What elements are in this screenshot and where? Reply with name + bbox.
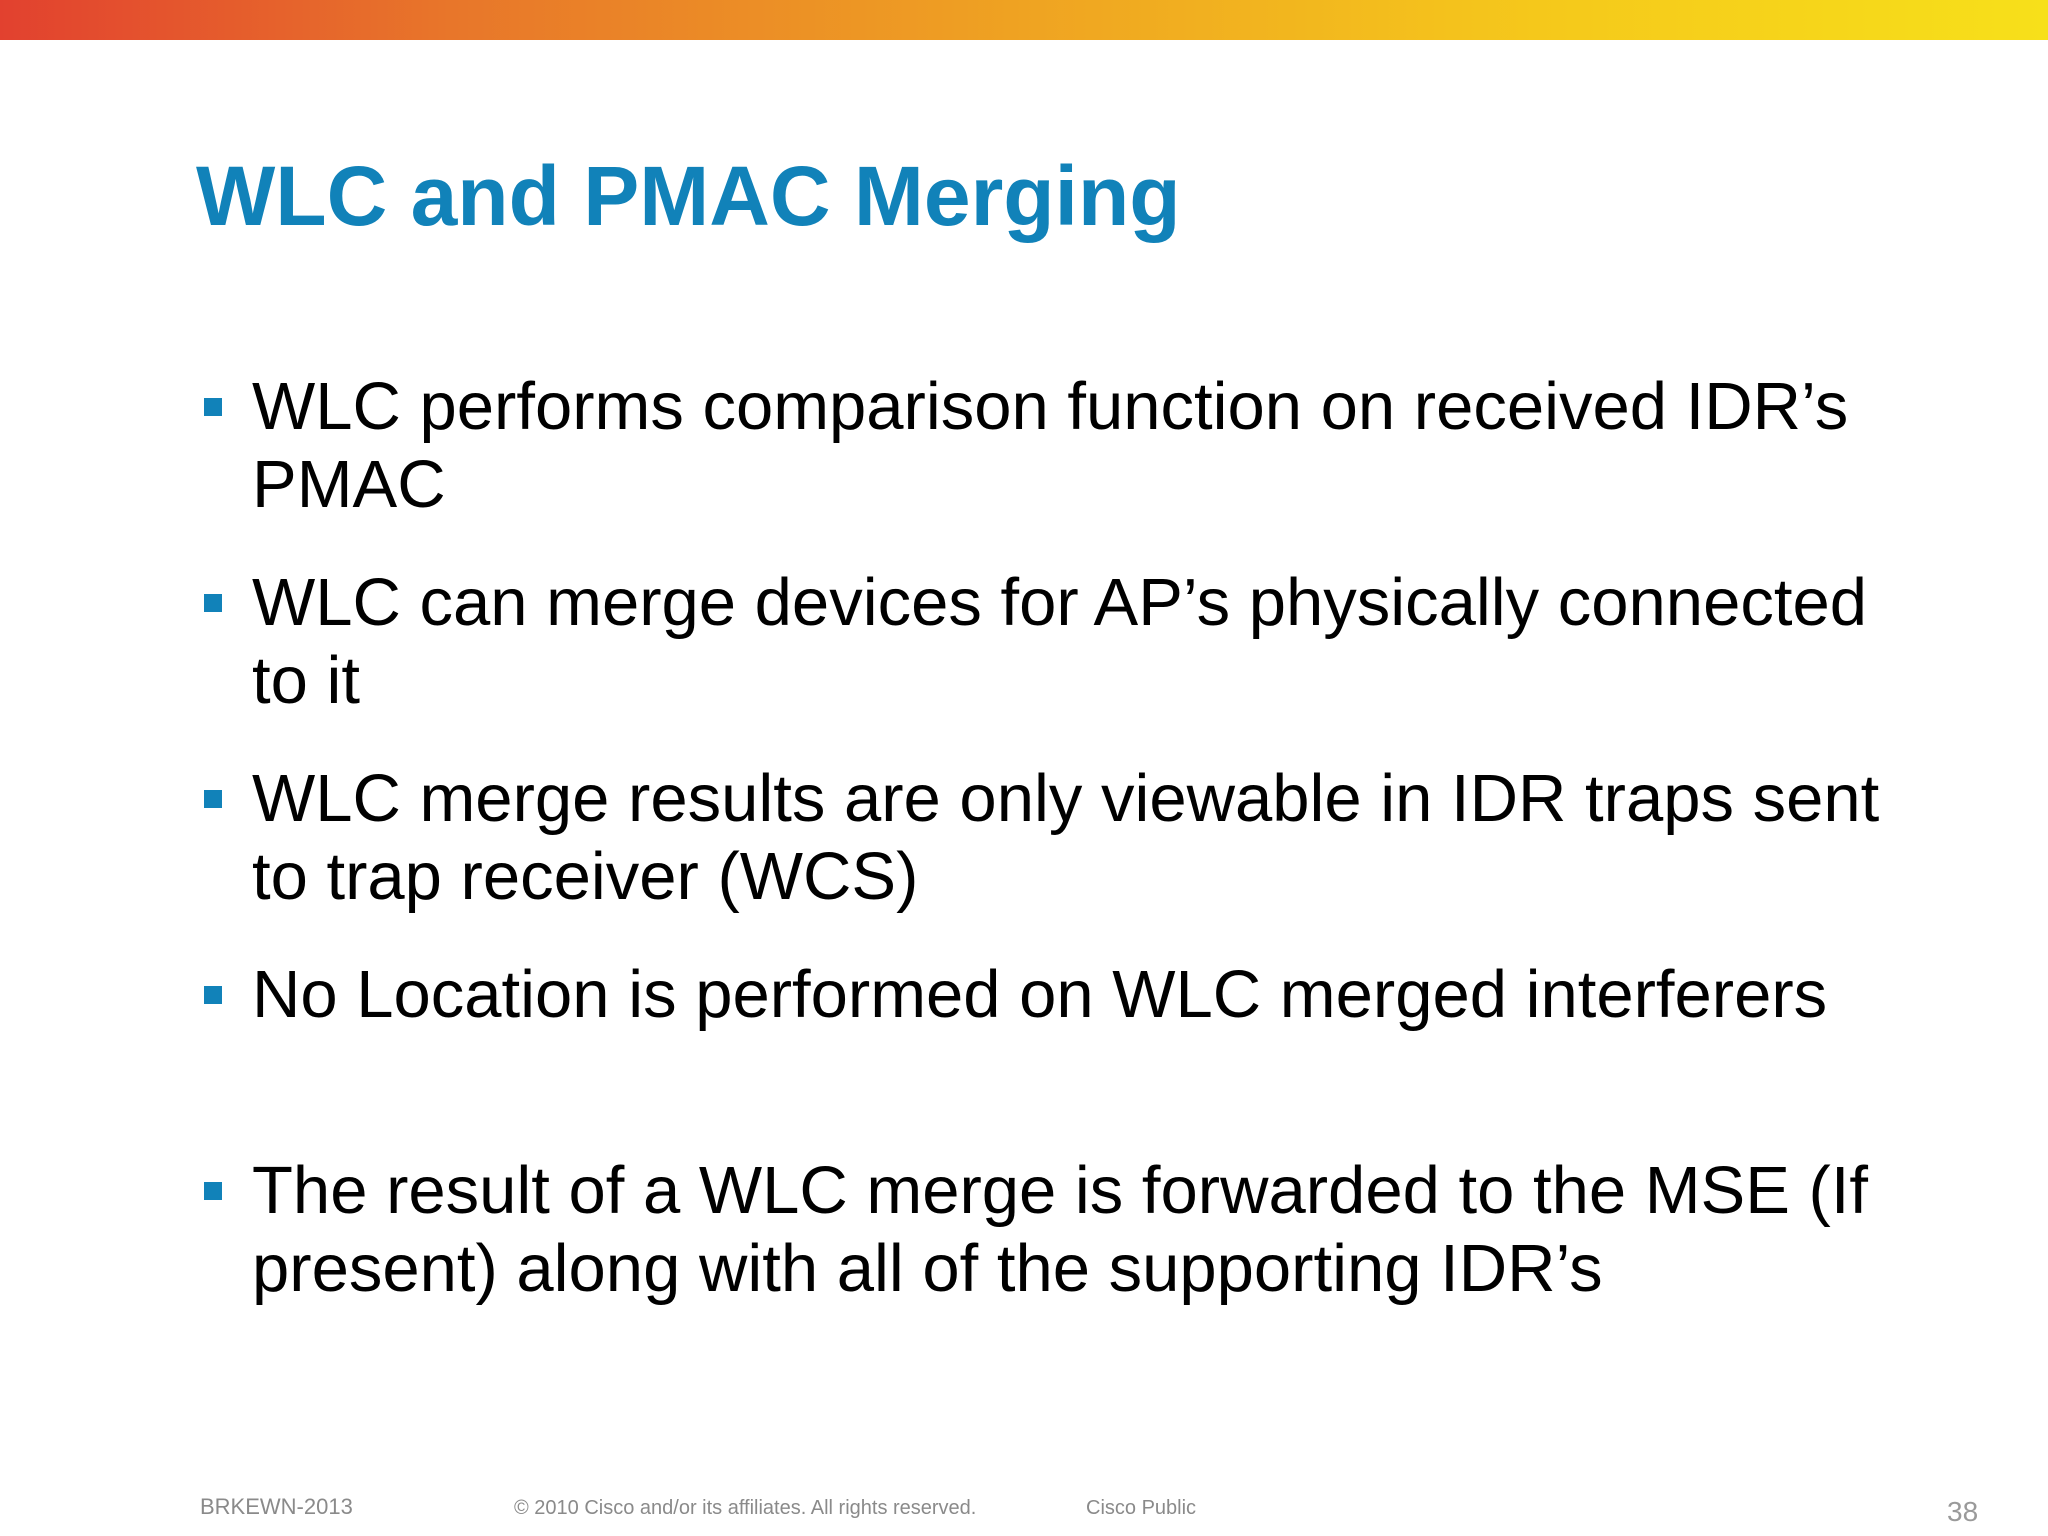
square-bullet-icon	[204, 790, 222, 808]
classification-label: Cisco Public	[1086, 1497, 1197, 1519]
bullet-item	[200, 760, 1900, 956]
bullet-text: No Location is performed on WLC merged interferers	[252, 957, 1828, 1032]
bullet-item	[200, 368, 1900, 564]
bullet-item	[200, 1152, 1900, 1348]
bullet-item	[200, 956, 1900, 1152]
square-bullet-icon	[204, 398, 222, 416]
bullet-item	[200, 564, 1900, 760]
bullet-text: WLC merge results are only viewable in IDR traps sent to trap receiver (WCS)	[252, 761, 1880, 914]
session-code: BRKEWN-2013	[200, 1494, 353, 1519]
square-bullet-icon	[204, 986, 222, 1004]
bullet-text: WLC performs comparison function on received IDR’s PMAC	[252, 369, 1849, 522]
slide-title: WLC and PMAC Merging	[196, 149, 1181, 243]
square-bullet-icon	[204, 1182, 222, 1200]
bullet-text: The result of a WLC merge is forwarded to the MSE (If present) along with all of the supporting IDR’s	[252, 1153, 1869, 1306]
copyright-notice: © 2010 Cisco and/or its affiliates. All rights reserved.	[514, 1497, 977, 1519]
top-gradient-bar	[0, 0, 2048, 40]
square-bullet-icon	[204, 594, 222, 612]
bullet-list	[200, 368, 1900, 1348]
page-number: 38	[1947, 1496, 1979, 1527]
bullet-text: WLC can merge devices for AP’s physically connected to it	[252, 565, 1867, 718]
